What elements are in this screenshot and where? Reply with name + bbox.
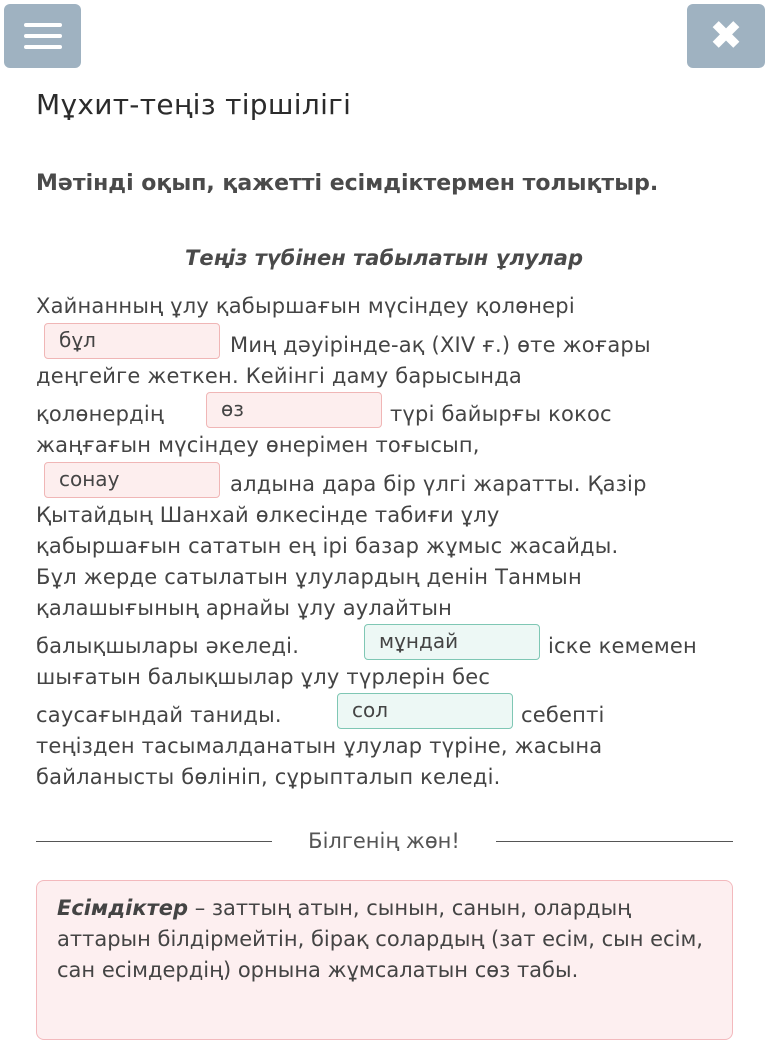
close-button[interactable] xyxy=(687,4,765,68)
text-line: жаңғағын мүсіндеу өнерімен тоғысып, xyxy=(36,433,480,457)
text-line: шығатын балықшылар ұлу түрлерін бес xyxy=(36,665,491,689)
answer-blank-4[interactable]: мұндай xyxy=(364,624,540,660)
menu-button[interactable] xyxy=(4,4,81,68)
text-heading: Теңіз түбінен табылатын ұлулар xyxy=(185,246,583,270)
text-line: қабыршағын сататын ең ірі базар жұмыс жасайды. xyxy=(36,534,619,558)
text-line: байланысты бөлініп, сұрыпталып келеді. xyxy=(36,765,501,789)
text-line: теңізден тасымалданатын ұлулар түріне, жасына xyxy=(36,734,603,758)
text-line: Миң дәуірінде-ақ (XIV ғ.) өте жоғары xyxy=(230,333,651,357)
text-line: Қытайдың Шанхай өлкесінде табиғи ұлу xyxy=(36,503,500,527)
answer-blank-1[interactable]: бұл xyxy=(44,323,220,359)
text-line: деңгейге жеткен. Кейінгі даму барысында xyxy=(36,364,522,388)
text-line: қолөнердің xyxy=(36,402,165,426)
text-line: саусағындай таниды. xyxy=(36,703,282,727)
text-line: себепті xyxy=(521,703,605,727)
text-line: Бұл жерде сатылатын ұлулардың денін Танмын xyxy=(36,565,582,589)
page-title: Мұхит-теңіз тіршілігі xyxy=(36,88,352,121)
text-line: Хайнанның ұлу қабыршағын мүсіндеу қолөнері xyxy=(36,294,575,318)
info-term: Есімдіктер xyxy=(57,896,189,920)
text-line: алдына дара бір үлгі жаратты. Қазір xyxy=(230,472,647,496)
close-icon: ✖ xyxy=(709,13,743,59)
instruction: Мәтінді оқып, қажетті есімдіктермен толықтыр. xyxy=(36,171,659,196)
text-line: түрі байырғы кокос xyxy=(390,402,612,426)
info-box xyxy=(36,880,733,1040)
text-line: қалашығының арнайы ұлу аулайтын xyxy=(36,596,453,620)
text-line: іске кемемен xyxy=(548,634,697,658)
answer-blank-2[interactable]: өз xyxy=(206,392,382,428)
info-definition: – заттың атын, сынын, санын, олардың аттарын білдірмейтін, бірақ солардың (зат есім, сын есім, сан есімдердің) орнына жұмсалатын сөз табы. xyxy=(57,896,703,982)
divider-label: Білгенің жөн! xyxy=(308,829,460,853)
divider-right xyxy=(496,841,733,842)
text-line: балықшылары әкеледі. xyxy=(36,634,300,658)
answer-blank-3[interactable]: сонау xyxy=(44,462,220,498)
divider-left xyxy=(36,841,272,842)
hamburger-icon xyxy=(24,23,62,49)
answer-blank-5[interactable]: сол xyxy=(337,693,513,729)
